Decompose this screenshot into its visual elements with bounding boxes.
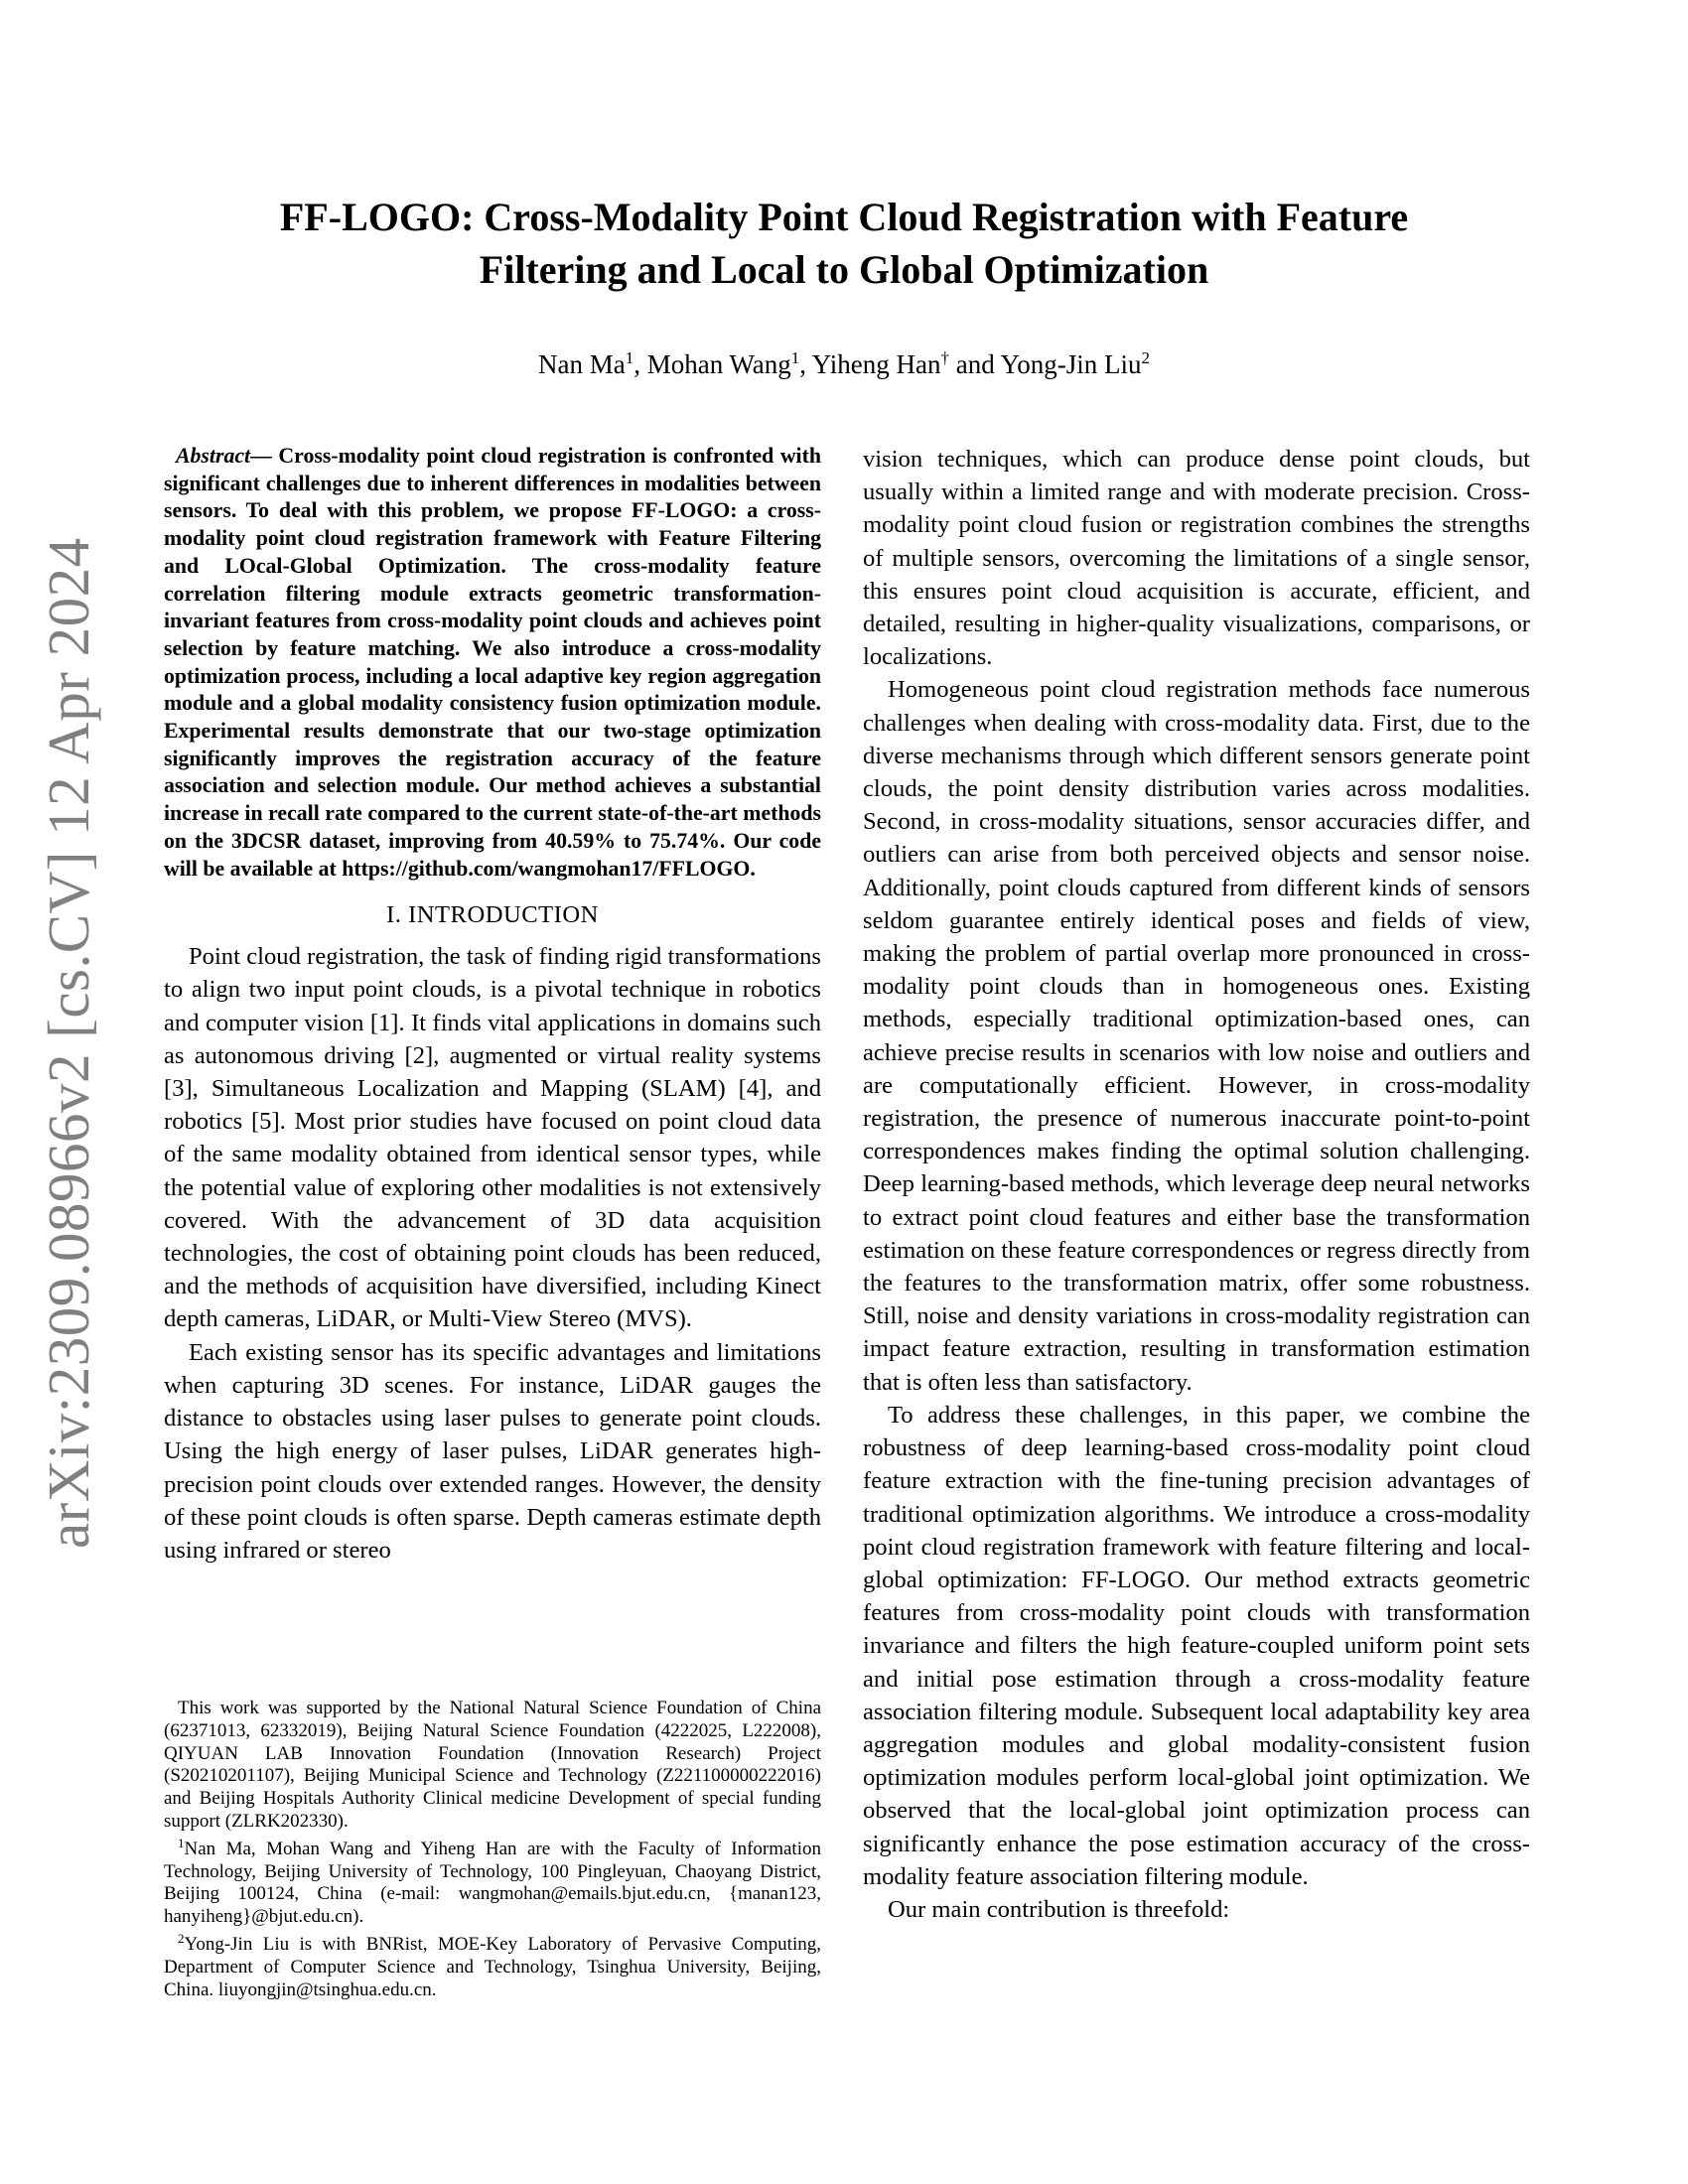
right-paragraph-2: Homogeneous point cloud registration methods face numerous challenges when dealing with cross-modality data. First, due to the diverse mechanisms through which different sensors generate point clouds, the point density distribution varies across modalities. Second, in cross-modality situations, sensor accuracies differ, and outliers can arise from both perceived objects and sensor noise. Additionally, point clouds captured from different kinds of sensors seldom guarantee entirely identical poses and fields of view, making the problem of partial overlap more pronounced in cross-modality point clouds than in homogeneous ones. Existing methods, especially traditional optimization-based ones, can achieve precise results in scenarios with low noise and outliers and are computationally efficient. However, in cross-modality registration, the presence of numerous inaccurate point-to-point correspondences makes finding the optimal solution challenging. Deep learning-based methods, which leverage deep neural networks to extract point cloud features and either base the transformation estimation on these feature correspondences or regress directly from the features to the transformation matrix, offer some robustness. Still, noise and density variations in cross-modality registration can impact feature extraction, resulting in transformation estimation that is often less than satisfactory. [863, 676, 1530, 1396]
abstract-text: Cross-modality point cloud registration is confronted with significant challenges due to inherent differences in modalities between sensors. To deal with this problem, we propose FF-LOGO: a cross-modality point cloud registration framework with Feature Filtering and LOcal-Global Optimization. The cross-modality feature correlation filtering module extracts geometric transformation-invariant features from cross-modality point clouds and achieves point selection by feature matching. We also introduce a cross-modality optimization process, including a local adaptive key region aggregation module and a global modality consistency fusion optimization module. Experimental results demonstrate that our two-stage optimization significantly improves the registration accuracy of the feature association and selection module. Our method achieves a substantial increase in recall rate compared to the current state-of-the-art methods on the 3DCSR dataset, improving from 40.59% to 75.74%. Our code will be available at https://github.com/wangmohan17/FFLOGO. [164, 444, 821, 881]
right-column [863, 443, 1530, 1926]
abstract-label: Abstract [176, 444, 251, 468]
affiliation-mark: † [940, 348, 949, 367]
affiliation-mark: 2 [1141, 348, 1151, 367]
affiliation-footnote-2 [164, 1930, 821, 2001]
footnote-text: Yong-Jin Liu is with BNRist, MOE-Key Laboratory of Pervasive Computing, Department of Computer Science and Technology, Tsinghua University, Beijing, China. liuyongjin@tsinghua.edu.cn. [164, 1933, 821, 2000]
affiliation-footnote-1 [164, 1835, 821, 1929]
right-paragraph-1: vision techniques, which can produce dense point clouds, but usually within a limited range and with moderate precision. Cross-modality point cloud fusion or registration combines the strengths of multiple sensors, overcoming the limitations of a single sensor, this ensures point cloud acquisition is accurate, efficient, and detailed, resulting in higher-quality visualizations, comparisons, or localizations. [863, 446, 1530, 671]
left-column [164, 443, 821, 1567]
author-name: Yong-Jin Liu [1000, 349, 1142, 379]
affiliation-mark: 1 [625, 348, 634, 367]
author-name: Mohan Wang [646, 349, 791, 379]
intro-paragraph-1: Point cloud registration, the task of finding rigid transformations to align two input point clouds, is a pivotal technique in robotics and computer vision [1]. It finds vital applications in domains such as autonomous driving [2], augmented or virtual reality systems [3], Simultaneous Localization and Mapping (SLAM) [4], and robotics [5]. Most prior studies have focused on point cloud data of the same modality obtained from identical sensor types, while the potential value of exploring other modalities is not extensively covered. With the advancement of 3D data acquisition technologies, the cost of obtaining point clouds has been reduced, and the methods of acquisition have diversified, including Kinect depth cameras, LiDAR, or Multi-View Stereo (MVS). [164, 943, 821, 1333]
section-heading-introduction: I. INTRODUCTION [386, 901, 599, 929]
footnote-mark: 2 [178, 1930, 185, 1946]
affiliation-mark: 1 [790, 348, 800, 367]
paper-title [99, 191, 1589, 296]
arxiv-identifier-stamp: arXiv:2309.08966v2 [cs.CV] 12 Apr 2024 [36, 537, 101, 1549]
abstract-dash: — [250, 444, 272, 468]
title-line-1: FF-LOGO: Cross-Modality Point Cloud Registration with Feature [279, 195, 1409, 239]
footnote-text: Nan Ma, Mohan Wang and Yiheng Han are with the Faculty of Information Technology, Beijing University of Technology, 100 Pingleyuan, Chaoyang District, Beijing 100124, China (e-mail: wangmohan@emails.bjut.edu.cn, {manan123, hanyiheng}@bjut.edu.cn). [164, 1838, 821, 1928]
abstract [164, 443, 821, 883]
intro-paragraph-2: Each existing sensor has its specific advantages and limitations when capturing 3D scenes. For instance, LiDAR gauges the distance to obstacles using laser pulses to generate point clouds. Using the high energy of laser pulses, LiDAR generates high-precision point clouds over extended ranges. However, the density of these point clouds is often sparse. Depth cameras estimate depth using infrared or stereo [164, 1338, 821, 1564]
footnotes [164, 1698, 821, 2001]
right-paragraph-4: Our main contribution is threefold: [888, 1895, 1230, 1923]
author-name: Nan Ma [537, 349, 626, 379]
footnote-mark: 1 [178, 1835, 185, 1850]
author-list: Nan Ma$^1$, Mohan Wang$^1$, Yiheng Han† and Yong-Jin Liu$^2$ [537, 348, 1151, 379]
funding-footnote: This work was supported by the National Natural Science Foundation of China (62371013, 62332019), Beijing Natural Science Foundation (4222025, L222008), QIYUAN LAB Innovation Foundation (Innovation Research) Project (S20210201107), Beijing Municipal Science and Technology (Z221100000222016) and Beijing Hospitals Authority Clinical medicine Development of special funding support (ZLRK202330). [164, 1698, 821, 1832]
author-name: Yiheng Han [811, 349, 941, 379]
title-line-2: Filtering and Local to Global Optimization [479, 247, 1209, 292]
right-paragraph-3: To address these challenges, in this paper, we combine the robustness of deep learning-based cross-modality point cloud feature extraction with the fine-tuning precision advantages of traditional optimization algorithms. We introduce a cross-modality point cloud registration framework with feature filtering and local-global optimization: FF-LOGO. Our method extracts geometric features from cross-modality point clouds with transformation invariance and filters the high feature-coupled uniform point sets and initial pose estimation through a cross-modality feature association filtering module. Subsequent local adaptability key area aggregation modules and global modality-consistent fusion optimization modules perform local-global joint optimization. We observed that the local-global joint optimization process can significantly enhance the pose estimation accuracy of the cross-modality feature association filtering module. [863, 1401, 1530, 1890]
